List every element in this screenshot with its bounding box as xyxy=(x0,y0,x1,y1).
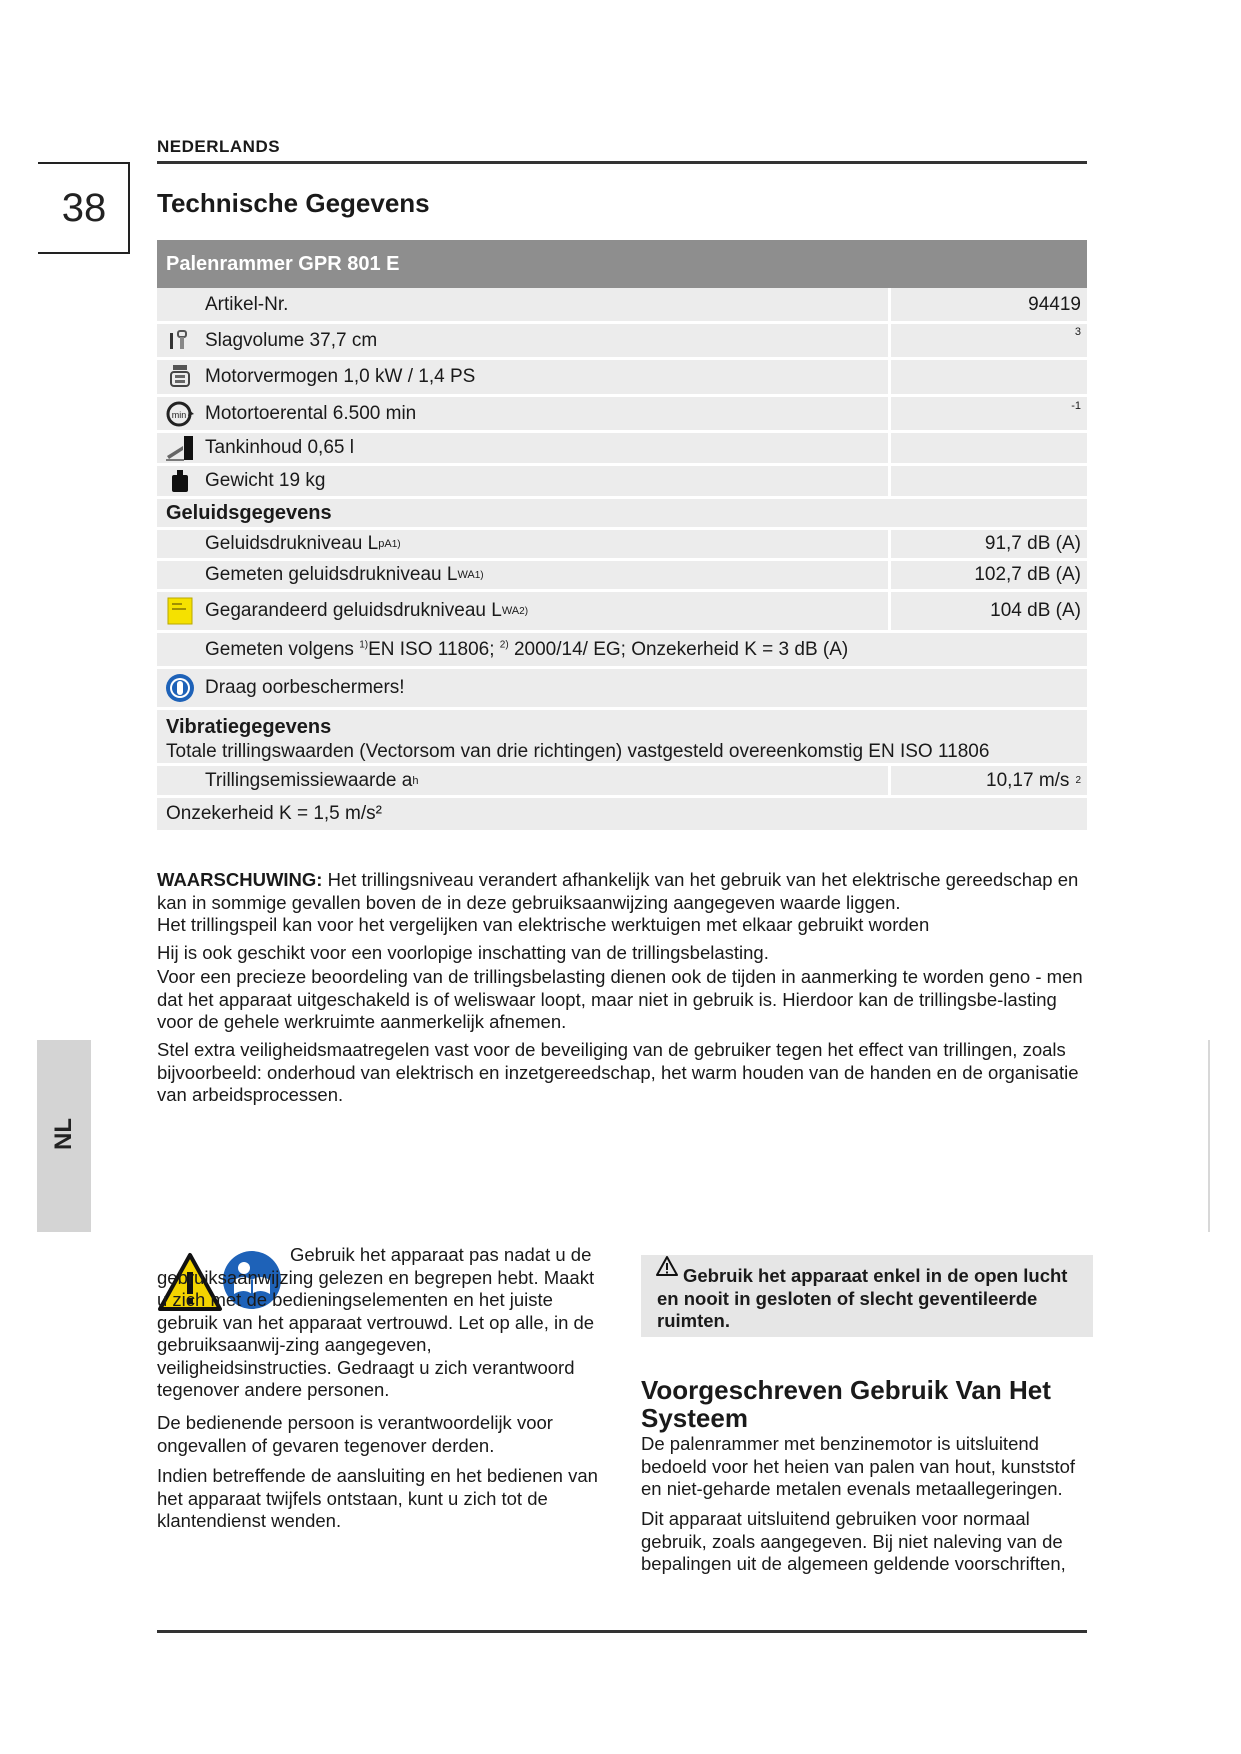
row-value xyxy=(891,466,1087,496)
row-label: Geluidsdrukniveau L pA 1) xyxy=(203,530,891,558)
svg-text:min: min xyxy=(171,409,187,420)
row-label: Artikel-Nr. xyxy=(203,288,891,321)
row-value: 102,7 dB (A) xyxy=(974,564,1081,585)
row-value: 3 xyxy=(1074,326,1081,338)
vibration-section xyxy=(157,710,1087,766)
sound-heading: Geluidsgegevens xyxy=(166,501,332,524)
section-language: NEDERLANDS xyxy=(157,137,281,156)
section-heading: Voorgeschreven Gebruik Van Het Systeem xyxy=(641,1375,1051,1433)
table-row xyxy=(157,592,1087,633)
table-row xyxy=(157,561,1087,592)
table-row xyxy=(157,530,1087,561)
row-label: Tankinhoud 0,65 l xyxy=(203,433,891,463)
ear-protection-icon xyxy=(157,673,203,703)
row-label: Trillingsemissiewaarde a h xyxy=(203,766,891,795)
row-label: Slagvolume 37,7 cm xyxy=(203,324,891,357)
speed-icon xyxy=(157,400,203,428)
warning-paragraph: WAARSCHUWING: Het trillingsniveau verandert afhankelijk van het gebruik van het elektrische gereedschap en kan in sommige gevallen boven de in deze gebruiksaanwijzing aangegeven waarde liggen. Het trillingspeil kan voor het vergelijken van elektrische werktuigen met elkaar gebruikt worden xyxy=(157,869,1079,935)
table-row xyxy=(157,288,1087,324)
table-row xyxy=(157,669,1087,710)
right-margin-mark xyxy=(1208,1040,1210,1232)
table-row xyxy=(157,466,1087,499)
page-title: Technische Gegevens xyxy=(157,188,430,218)
row-label: Gemeten geluidsdrukniveau L WA 1) xyxy=(203,561,891,589)
row-label: Motorvermogen 1,0 kW / 1,4 PS xyxy=(203,360,891,394)
bottom-divider xyxy=(157,1630,1087,1633)
row-value: -1 xyxy=(1071,400,1081,412)
vibration-intro: Totale trillingswaarden (Vectorsom van drie richtingen) vastgesteld overeenkomstig EN ISO 11806 xyxy=(166,741,990,762)
row-value: 91,7 dB (A) xyxy=(984,533,1081,554)
uncertainty: Onzekerheid K = 1,5 m/s² xyxy=(166,803,382,824)
customer-service-paragraph: Indien betreffende de aansluiting en het bedienen van het apparaat twijfels ontstaan, kunt u zich tot de klantendienst wenden. xyxy=(157,1465,598,1531)
spec-table-header: Palenrammer GPR 801 E xyxy=(157,240,1087,288)
engine-icon xyxy=(157,363,203,391)
table-row xyxy=(157,360,1087,397)
table-row xyxy=(157,397,1087,433)
warning-paragraph-3: Voor een precieze beoordeling van de trillingsbelasting dienen ook de tijden in aanmerking te worden geno - men dat het apparaat uitgeschakeld is of weliswaar loopt, maar niet in gebruik is. Hierdoor kan de trillingsbe-lasting voor de gehele werkruimte aanmerkelijk afnemen. xyxy=(157,966,1083,1032)
fuel-tank-icon xyxy=(157,434,203,462)
top-divider xyxy=(157,161,1087,164)
table-row xyxy=(157,324,1087,360)
sound-label-icon xyxy=(157,597,203,625)
row-label: Gegarandeerd geluidsdrukniveau L WA 2) xyxy=(203,592,891,630)
language-tab-label: NL xyxy=(50,1118,77,1150)
row-label: Gewicht 19 kg xyxy=(203,466,891,496)
weight-icon xyxy=(157,468,203,494)
volume-icon xyxy=(157,328,203,354)
warning-paragraph-2: Hij is ook geschikt voor een voorlopige inschatting van de trillingsbelasting. xyxy=(157,942,769,963)
table-row xyxy=(157,633,1087,669)
ear-protection-text: Draag oorbeschermers! xyxy=(205,677,405,698)
responsibility-paragraph: De bedienende persoon is verantwoordelijk voor ongevallen of gevaren tegenover derden. xyxy=(157,1412,553,1456)
table-row xyxy=(157,766,1087,798)
row-value: 94419 xyxy=(1028,293,1081,315)
section-heading-row xyxy=(157,499,1087,530)
row-label: Motortoerental 6.500 min xyxy=(203,397,891,430)
row-value: 104 dB (A) xyxy=(990,600,1081,621)
usage-instructions-paragraph: Gebruik het apparaat pas nadat u de gebruiksaanwijzing gelezen en begrepen hebt. Maakt u zich met de bedieningselementen en het juiste gebruik van het apparaat vertrouwd. Let op alle, in de gebruiksaanwij-zing aangegeven, veiligheidsinstructies. Gedraagt u zich verantwoord tegenover andere personen. xyxy=(157,1244,595,1400)
row-value xyxy=(891,433,1087,463)
spec-table xyxy=(157,240,1087,830)
vibration-heading: Vibratiegegevens xyxy=(166,716,332,738)
outdoor-warning-text: Gebruik het apparaat enkel in de open lucht en nooit in gesloten of slecht geventileerde ruimten. xyxy=(657,1265,1068,1331)
warning-paragraph-4: Stel extra veiligheidsmaatregelen vast voor de beveiliging van de gebruiker tegen het effect van trillingen, zoals bijvoorbeeld: onderhoud van elektrisch en inzetgereedschap, het warm houden van de handen en de organisatie van arbeidsprocessen. xyxy=(157,1039,1079,1105)
row-value xyxy=(891,360,1087,394)
intended-use-paragraph: De palenrammer met benzinemotor is uitsluitend bedoeld voor het heien van palen van hout, kunststof en niet-geharde metalen evenals metaallegeringen. xyxy=(641,1433,1076,1499)
row-value: 10,17 m/s 2 xyxy=(986,769,1081,791)
measured-standard: Gemeten volgens $^{1)}$EN ISO 11806; $^{2)}$ 2000/14/ EG; Onzekerheid K = 3 dB (A) xyxy=(205,638,849,660)
normal-use-paragraph: Dit apparaat uitsluitend gebruiken voor normaal gebruik, zoals aangegeven. Bij niet naleving van de bepalingen uit de algemeen geldende voorschriften, xyxy=(641,1508,1066,1574)
page-number: 38 xyxy=(61,186,107,230)
table-row xyxy=(157,433,1087,466)
